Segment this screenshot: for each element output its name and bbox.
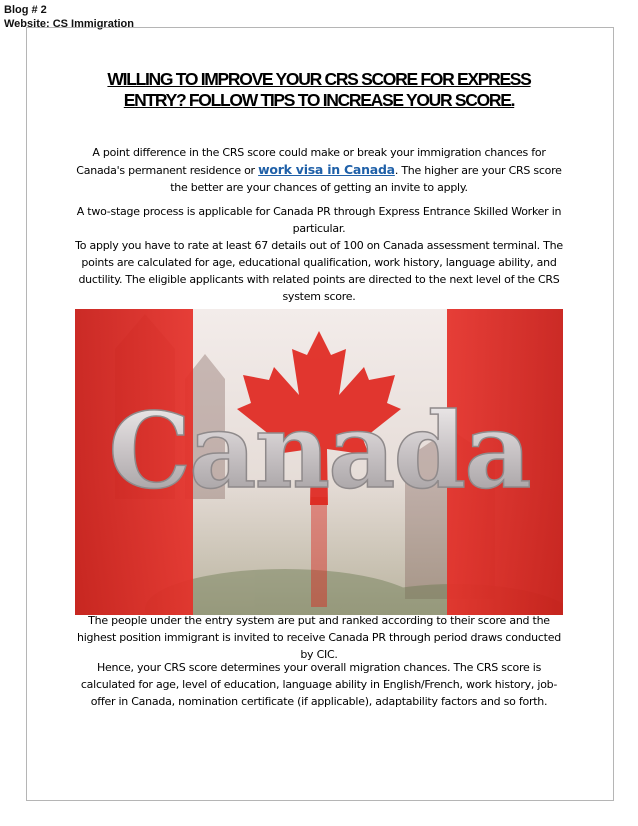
- process-text: A two-stage process is applicable for Canada PR through Express Entrance Skilled Worker in particular.: [76, 205, 562, 235]
- blog-number: Blog # 2: [4, 4, 47, 16]
- canada-flag-graphic: [75, 309, 563, 615]
- intro-text-after: . The higher are your CRS score the better are your chances of getting an invite to apply.: [170, 164, 562, 194]
- intro-paragraph: [75, 144, 563, 196]
- work-visa-link[interactable]: work visa in Canada: [258, 162, 395, 177]
- canada-flag-image: [75, 309, 563, 615]
- crs-factors-paragraph: Hence, your CRS score determines your overall migration chances. The CRS score is calculated for age, level of education, language ability in English/French, work history, job-offer in Canada, nomination certificate (if applicable), adaptability factors and so forth.: [80, 661, 558, 708]
- ranking-paragraph: The people under the entry system are put and ranked according to their score and the highest position immigrant is invited to receive Canada PR through period draws conducted by CIC.: [76, 614, 561, 661]
- intro-text-before: A point difference in the CRS score could make or break your immigration chances for Canada's permanent residence or: [76, 146, 546, 177]
- process-paragraph: [75, 203, 563, 305]
- canada-wordmark: Canada: [108, 389, 530, 512]
- points-text: To apply you have to rate at least 67 details out of 100 on Canada assessment terminal. The points are calculated for age, educational qualification, work history, language ability, and ductility. The eligible applicants with related points are directed to the next level of the CRS system score.: [75, 239, 563, 303]
- page-title: WILLING TO IMPROVE YOUR CRS SCORE FOR EXPRESS ENTRY? FOLLOW TIPS TO INCREASE YOUR SCORE.: [107, 69, 531, 110]
- website-name: Website: CS Immigration: [4, 18, 134, 30]
